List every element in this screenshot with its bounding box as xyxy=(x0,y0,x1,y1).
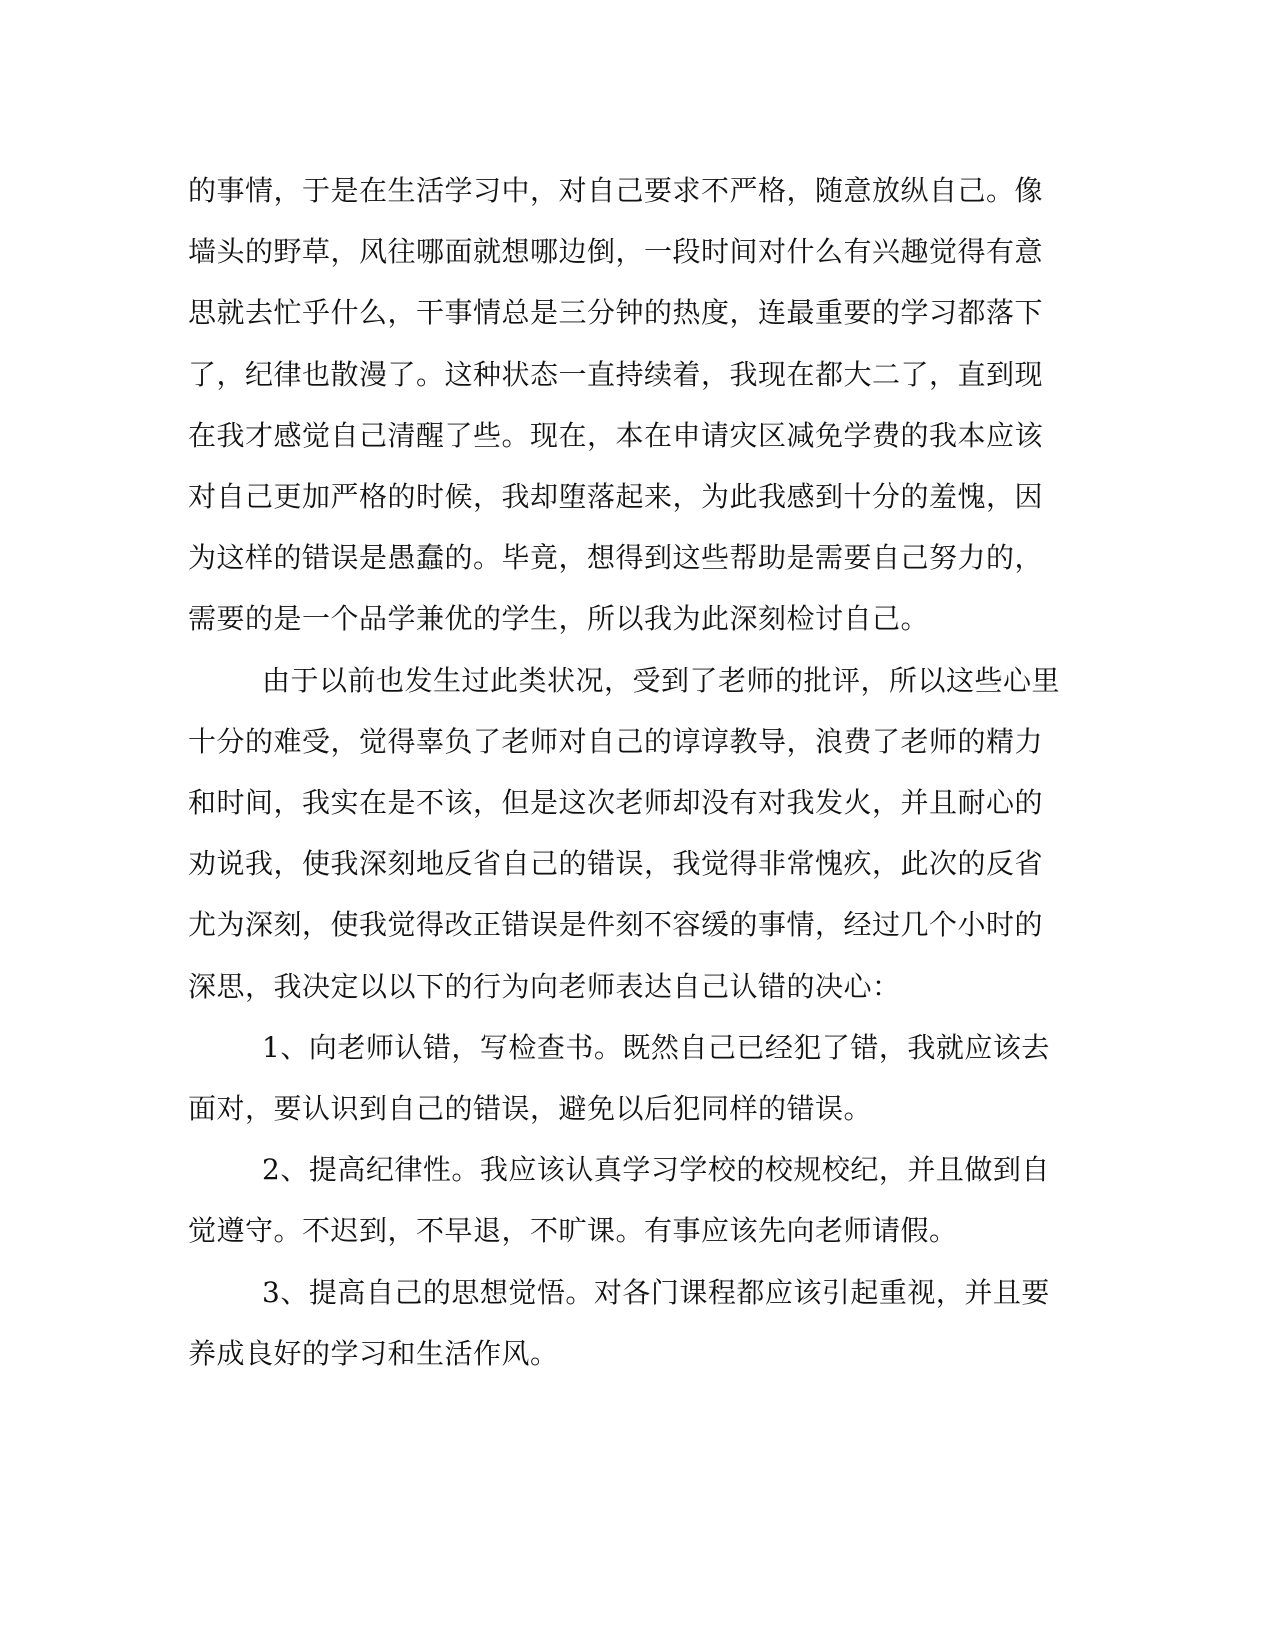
text-line: 养成良好的学习和生活作风。 xyxy=(188,1336,559,1370)
text-line: 墙头的野草，风往哪面就想哪边倒，一段时间对什么有兴趣觉得有意 xyxy=(188,235,1044,269)
document-body xyxy=(188,160,1068,1384)
text-line: 觉遵守。不迟到，不早退，不旷课。有事应该先向老师请假。 xyxy=(188,1214,958,1248)
text-line: 劝说我，使我深刻地反省自己的错误，我觉得非常愧疚，此次的反省 xyxy=(188,847,1044,881)
list-item-2: 2、提高纪律性。我应该认真学习学校的校规校纪，并且做到自 xyxy=(262,1153,1050,1187)
text-line: 对自己更加严格的时候，我却堕落起来，为此我感到十分的羞愧，因 xyxy=(188,480,1044,514)
text-line: 的事情，于是在生活学习中，对自己要求不严格，随意放纵自己。像 xyxy=(188,174,1044,207)
paragraph-first-line: 由于以前也发生过此类状况，受到了老师的批评，所以这些心里 xyxy=(262,663,1061,697)
text-line: 了，纪律也散漫了。这种状态一直持续着，我现在都大二了，直到现 xyxy=(188,357,1044,391)
text-line: 尤为深刻，使我觉得改正错误是件刻不容缓的事情，经过几个小时的 xyxy=(188,908,1044,942)
text-line: 和时间，我实在是不该，但是这次老师却没有对我发火，并且耐心的 xyxy=(188,786,1044,820)
text-line: 需要的是一个品学兼优的学生，所以我为此深刻检讨自己。 xyxy=(188,602,930,636)
text-line: 十分的难受，觉得辜负了老师对自己的谆谆教导，浪费了老师的精力 xyxy=(188,724,1044,758)
list-item-1: 1、向老师认错，写检查书。既然自己已经犯了错，我就应该去 xyxy=(262,1030,1050,1064)
text-line: 为这样的错误是愚蠢的。毕竟，想得到这些帮助是需要自己努力的， xyxy=(188,541,1044,575)
text-line: 思就去忙乎什么，干事情总是三分钟的热度，连最重要的学习都落下 xyxy=(188,296,1044,330)
text-line: 深思，我决定以以下的行为向老师表达自己认错的决心： xyxy=(188,969,901,1003)
list-item-3: 3、提高自己的思想觉悟。对各门课程都应该引起重视，并且要 xyxy=(262,1275,1050,1309)
text-line: 在我才感觉自己清醒了些。现在，本在申请灾区减免学费的我本应该 xyxy=(188,418,1044,452)
text-line: 面对，要认识到自己的错误，避免以后犯同样的错误。 xyxy=(188,1092,873,1126)
